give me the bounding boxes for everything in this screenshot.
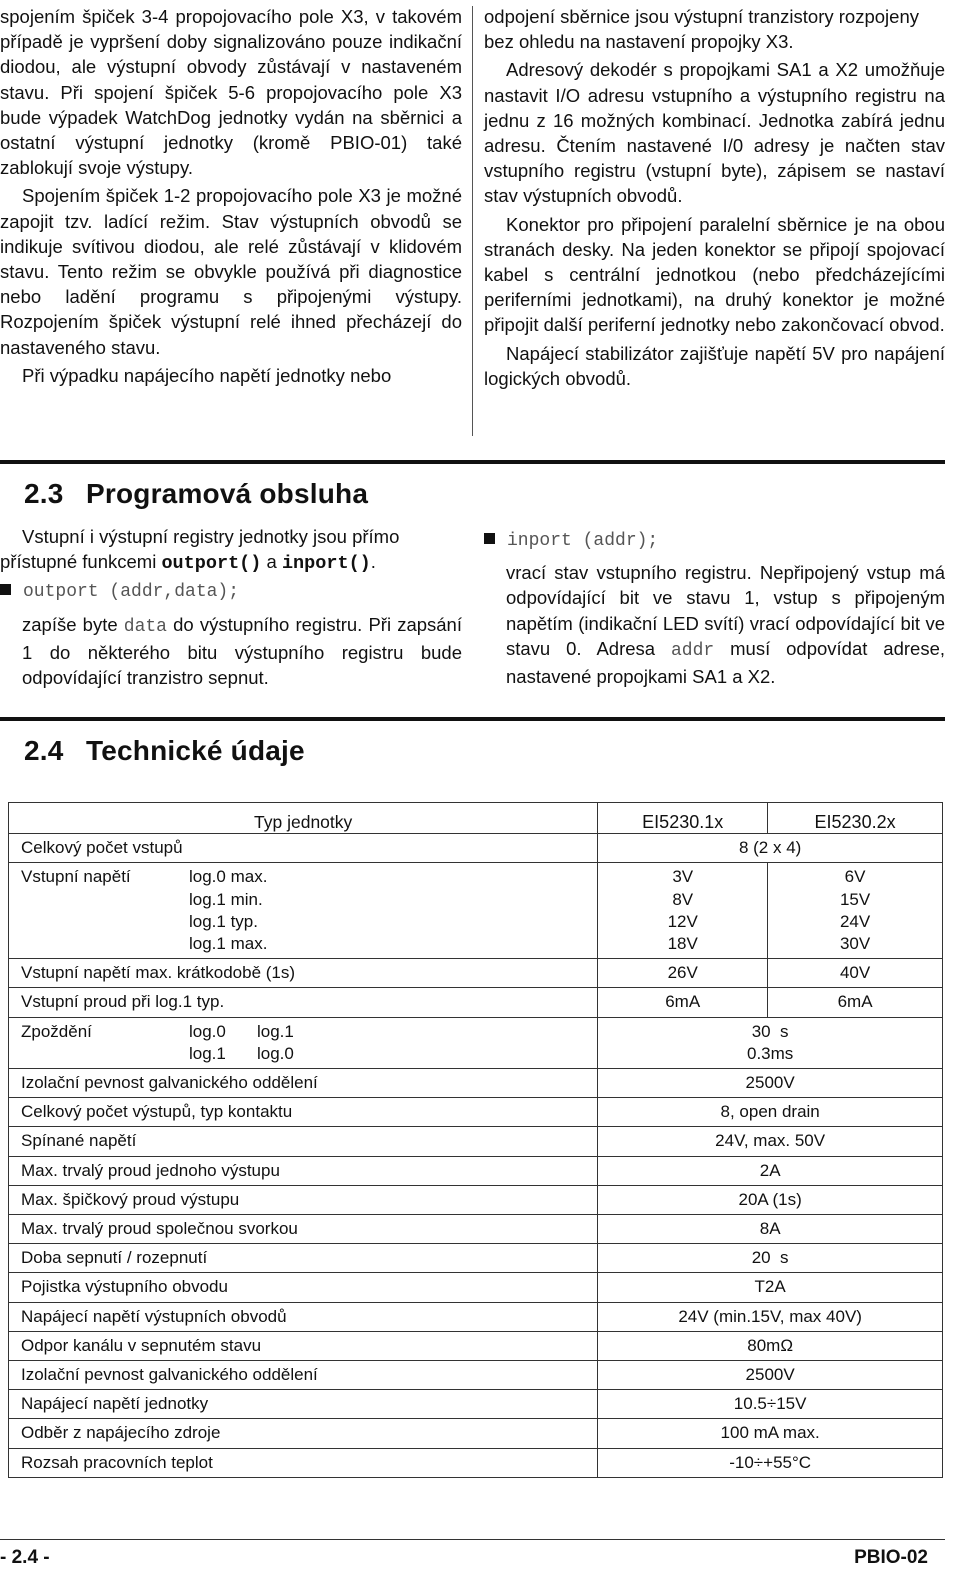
table-cell-value: 2500V [598, 1069, 943, 1098]
table-row [9, 988, 943, 1017]
function-name-inport: inport() [281, 553, 371, 575]
value-text: 3V [672, 867, 694, 887]
section-rule [0, 717, 945, 721]
text-run: do výstupního registru. Při zapsání 1 do některého bitu výstupního registru bude odpovídající tranzistro sepnut. [22, 613, 462, 689]
inport-description [484, 560, 945, 689]
paragraph [0, 524, 462, 576]
column-divider [472, 6, 473, 436]
table-header-cell: EI5230.2x [768, 803, 943, 834]
table-cell-label: Vstupní proud při log.1 typ. [9, 988, 598, 1017]
value-text: 30 s [751, 1021, 789, 1041]
sub-label: log.0 [257, 1043, 294, 1063]
table-cell-label: Doba sepnutí / rozepnutí [9, 1244, 598, 1273]
table-cell-value: 6mA [768, 988, 943, 1017]
table-cell-label: Napájecí napětí výstupních obvodů [9, 1302, 598, 1331]
intro-right-column [484, 4, 945, 391]
table-cell-value [768, 863, 943, 959]
table-cell-label: Celkový počet výstupů, typ kontaktu [9, 1098, 598, 1127]
section-title: Programová obsluha [86, 478, 369, 509]
table-cell-label: Rozsah pracovních teplot [9, 1448, 598, 1477]
table-cell-value: 6mA [598, 988, 768, 1017]
text-run: zapíše byte [22, 613, 124, 635]
section-number: 2.4 [24, 735, 64, 766]
paragraph: Spojením špiček 1-2 propojovacího pole X3 je možné zapojit tzv. ladící režim. Stav výstupních obvodů se indikuje svítivou diodou, ale relé zůstávají v klidovém stavu. Tento režim se obvykle používá při diagnostice nebo ladění programu s připojenými výstupy. Rozpojením špiček výstupní relé ihned přecházejí do nastaveného stavu. [0, 185, 462, 358]
paragraph: spojením špiček 3-4 propojovacího pole X3, v takovém případě je vypršení doby signalizováno pouze indikační diodou, ale výstupní obvody zůstávají v nastaveném stavu. Při spojení špiček 5-6 propojovacího pole X3 bude výpadek WatchDog jednotky vydán na sběrnici a ostatní výstupní jednotky (kromě PBIO-01) také zablokují svoje výstupy. [0, 6, 462, 179]
signature-text: outport (addr,data); [23, 582, 240, 603]
table-cell-value [598, 863, 768, 959]
table-row [9, 834, 943, 863]
section-2-3-right [484, 524, 945, 689]
section-2-3-left [0, 524, 462, 690]
text-run: Vstupní i výstupní registry jednotky jsou přímo přístupné funkcemi [0, 526, 400, 573]
table-cell-value: 24V, max. 50V [598, 1127, 943, 1156]
table-cell-label: Max. špičkový proud výstupu [9, 1185, 598, 1214]
section-number: 2.3 [24, 478, 64, 509]
table-cell-value: 40V [768, 959, 943, 988]
function-signature-inport [484, 526, 945, 554]
outport-description [0, 612, 462, 691]
table-cell-label: Napájecí napětí jednotky [9, 1390, 598, 1419]
table-cell-value: 26V [598, 959, 768, 988]
paragraph: Konektor pro připojení paralelní sběrnice je na obou stranách desky. Na jeden konektor se připojí spojovací kabel s centrální jednotkou (nebo předcházejícími periferními jednotkami), na druhý konektor je možné připojit další periferní jednotky nebo zakončovací obvod. [484, 213, 945, 336]
text-run: musí odpovídat adrese, nastavené propojkami SA1 a X2. [506, 637, 945, 688]
table-cell-label [9, 863, 598, 959]
sub-label: log.1 [257, 1021, 294, 1041]
text-run: vrací stav vstupního registru. Nepřipojený vstup má odpovídající bit ve stavu 1, vstup s připojeným napětím (indikační LED svítí) vrací odpovídající bit ve stavu 0. Adresa [506, 562, 945, 659]
intro-left-column [0, 4, 462, 388]
table-cell-value: 8 (2 x 4) [598, 834, 943, 863]
table-header-cell: Typ jednotky [9, 803, 598, 834]
value-text: 15V [839, 889, 871, 909]
table-header-row [9, 803, 943, 834]
table-cell-value: 100 mA max. [598, 1419, 943, 1448]
label-text: Vstupní napětí [21, 867, 131, 887]
sub-label: log.0 [189, 1021, 226, 1041]
table-row [9, 959, 943, 988]
table-row [9, 1448, 943, 1477]
sub-label: log.1 [189, 1043, 226, 1063]
table-cell-label: Pojistka výstupního obvodu [9, 1273, 598, 1302]
table-row [9, 1215, 943, 1244]
table-row [9, 863, 943, 959]
footer-rule [0, 1539, 945, 1540]
table-cell-value: 20 s [598, 1244, 943, 1273]
function-signature-outport [0, 577, 462, 605]
table-row [9, 1156, 943, 1185]
table-cell-value: -10÷+55°C [598, 1448, 943, 1477]
table-cell-value: 80mΩ [598, 1331, 943, 1360]
table-cell-label: Max. trvalý proud jednoho výstupu [9, 1156, 598, 1185]
table-row [9, 1419, 943, 1448]
signature-text: inport (addr); [507, 531, 659, 551]
value-text: 8V [672, 889, 694, 909]
table-cell-value [598, 1017, 943, 1068]
variable-data: data [123, 616, 167, 637]
table-row [9, 1017, 943, 1068]
table-header-cell: EI5230.1x [598, 803, 768, 834]
table-cell-label: Celkový počet vstupů [9, 834, 598, 863]
text-run: . [370, 551, 376, 573]
variable-addr: addr [670, 640, 715, 661]
section-rule [0, 460, 945, 464]
technical-specs-table [8, 802, 943, 1478]
table-cell-value: 20A (1s) [598, 1185, 943, 1214]
value-text: 30V [839, 934, 871, 954]
table-cell-value: T2A [598, 1273, 943, 1302]
table-cell-label: Odběr z napájecího zdroje [9, 1419, 598, 1448]
table-cell-value: 10.5÷15V [598, 1390, 943, 1419]
section-heading-2-3 [24, 478, 368, 510]
table-row [9, 1127, 943, 1156]
table-row [9, 1361, 943, 1390]
table-cell-value: 2A [598, 1156, 943, 1185]
function-name-outport: outport() [161, 553, 262, 575]
table-row [9, 1273, 943, 1302]
table-row [9, 1069, 943, 1098]
table-cell-label [9, 1017, 598, 1068]
square-bullet-icon [0, 584, 11, 595]
value-text: 12V [667, 911, 698, 931]
table-cell-label: Izolační pevnost galvanického oddělení [9, 1069, 598, 1098]
sub-label: log.1 min. [189, 889, 263, 909]
label-text: Zpoždění [21, 1021, 92, 1041]
table-cell-label: Odpor kanálu v sepnutém stavu [9, 1331, 598, 1360]
paragraph: odpojení sběrnice jsou výstupní tranzistory rozpojeny bez ohledu na nastavení propojky X3. [484, 6, 919, 53]
table-row [9, 1390, 943, 1419]
sub-label: log.1 max. [189, 934, 268, 954]
section-heading-2-4 [24, 735, 305, 767]
sub-label: log.0 max. [189, 867, 268, 887]
page-number: - 2.4 - [0, 1547, 50, 1568]
table-cell-value: 8, open drain [598, 1098, 943, 1127]
table-body-simple-rows [9, 1069, 943, 1478]
table-cell-label: Max. trvalý proud společnou svorkou [9, 1215, 598, 1244]
table-row [9, 1244, 943, 1273]
table-cell-label: Spínané napětí [9, 1127, 598, 1156]
table-cell-label: Izolační pevnost galvanického oddělení [9, 1361, 598, 1390]
square-bullet-icon [484, 533, 495, 544]
table-cell-label: Vstupní napětí max. krátkodobě (1s) [9, 959, 598, 988]
value-text: 18V [667, 934, 698, 954]
paragraph: Adresový dekodér s propojkami SA1 a X2 umožňuje nastavit I/O adresu vstupního a výstupního registru na jednu z 16 možných kombinací. Jednotka zabírá jednu adresu. Čtením nastavené I/0 adresy je načten stav vstupního registru (vstupní byte), zápisem se nastaví stav výstupních obvodů. [484, 59, 945, 207]
section-title: Technické údaje [86, 735, 305, 766]
sub-label: log.1 typ. [189, 911, 258, 931]
value-text: 0.3ms [746, 1043, 794, 1063]
table-cell-value: 2500V [598, 1361, 943, 1390]
table-row [9, 1185, 943, 1214]
table-row [9, 1302, 943, 1331]
value-text: 24V [839, 911, 871, 931]
paragraph: Při výpadku napájecího napětí jednotky nebo [22, 364, 392, 386]
paragraph: Napájecí stabilizátor zajišťuje napětí 5V pro napájení logických obvodů. [484, 342, 945, 389]
text-run: a [261, 551, 282, 573]
value-text: 6V [844, 867, 866, 887]
table-row [9, 1331, 943, 1360]
table-cell-value: 24V (min.15V, max 40V) [598, 1302, 943, 1331]
table-cell-value: 8A [598, 1215, 943, 1244]
table-row [9, 1098, 943, 1127]
document-code: PBIO-02 [854, 1547, 928, 1568]
